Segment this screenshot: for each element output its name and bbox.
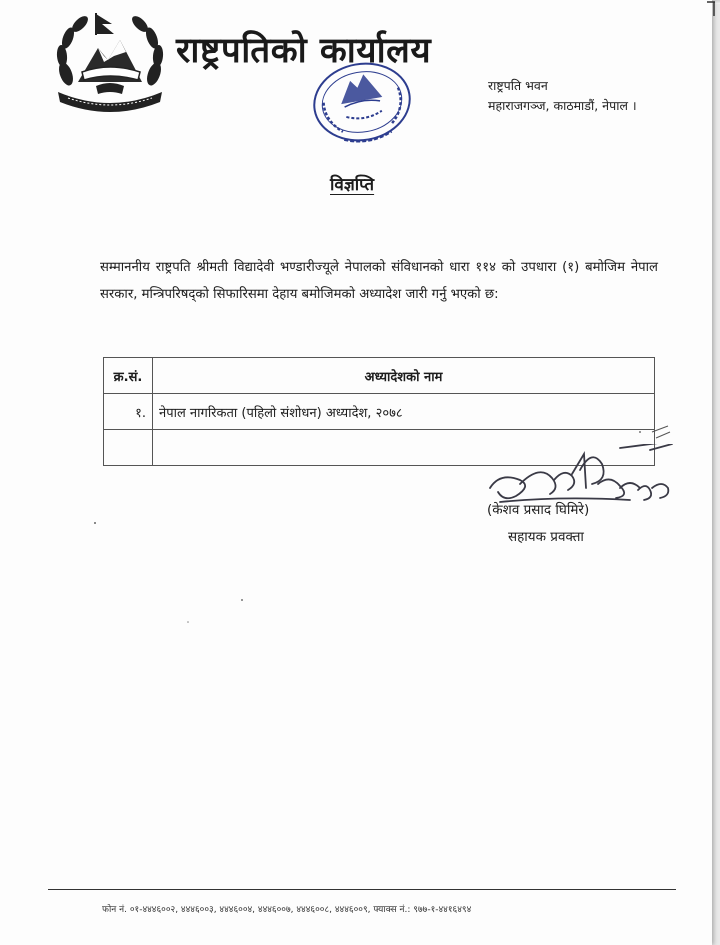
row-serial — [104, 430, 153, 466]
table-header-row — [104, 358, 655, 394]
address-line-1: राष्ट्रपति भवन — [488, 78, 548, 93]
footer-contact: फोन नं. ०१-४४४६००२, ४४४६००३, ४४४६००४, ४४४६००७, ४४४६००८, ४४४६००९, फ्याक्स नं.: ९७७-१-४४१६४९४ — [102, 905, 472, 915]
office-address — [488, 76, 637, 116]
notice-body: सम्माननीय राष्ट्रपति श्रीमती विद्यादेवी भण्डारीज्यूले नेपालको संविधानको धारा ११४ को उपधारा (१) बमोजिम नेपाल सरकार, मन्त्रिपरिषद्को सिफारिसमा देहाय बमोजिमको अध्यादेश जारी गर्नु भएको छ: — [100, 260, 658, 302]
scan-corner-mark — [706, 0, 716, 18]
signatory-title: सहायक प्रवक्ता — [508, 529, 584, 545]
office-seal-stamp-icon — [308, 56, 416, 148]
table-row — [104, 394, 655, 430]
column-header-serial: क्र.सं. — [104, 358, 153, 394]
footer-divider — [48, 889, 676, 890]
office-title: राष्ट्रपतिको कार्यालय — [176, 31, 432, 71]
row-ordinance-name: नेपाल नागरिकता (पहिलो संशोधन) अध्यादेश, २०७८ — [153, 394, 655, 430]
signatory-name: (केशव प्रसाद घिमिरे) — [487, 502, 590, 518]
column-header-name: अध्यादेशको नाम — [153, 358, 655, 394]
address-line-2: महाराजगञ्ज, काठमाडौं, नेपाल । — [488, 98, 637, 113]
nepal-national-emblem-icon — [52, 10, 168, 114]
notice-title: विज्ञप्ति — [330, 175, 375, 195]
row-serial: १. — [104, 394, 153, 430]
